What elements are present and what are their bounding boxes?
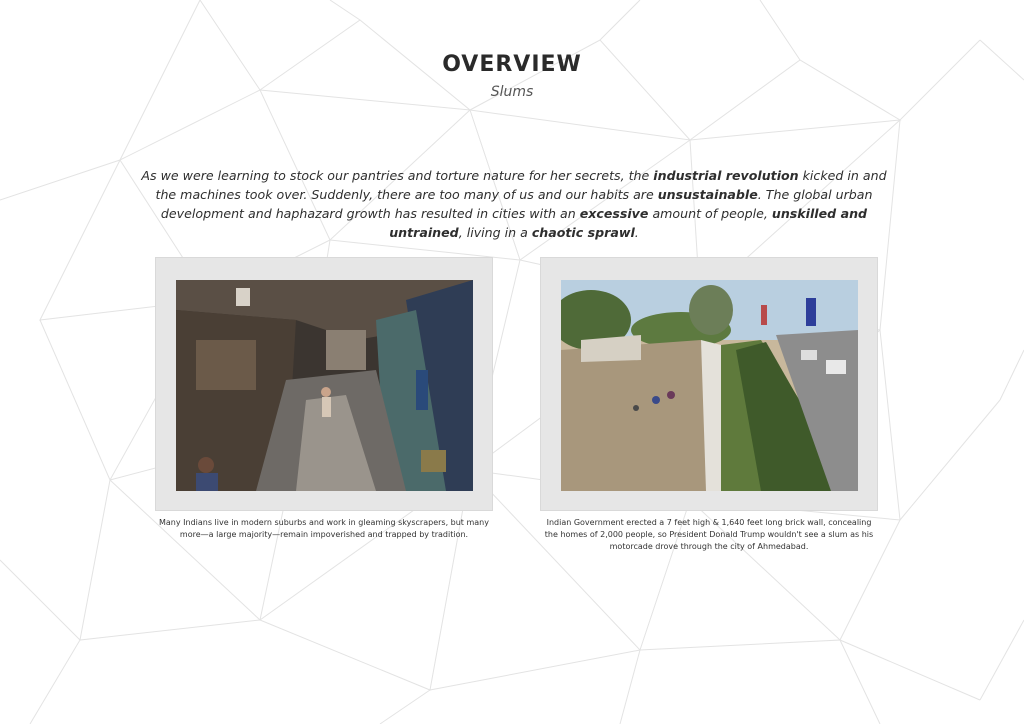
figure-slum-alley <box>155 257 493 541</box>
intro-emphasis: unskilled and untrained <box>389 206 868 240</box>
figure-caption: Indian Government erected a 7 feet high & 1,640 feet long brick wall, concealing the homes of 2,000 people, so President Donald Trump wouldn't see a slum as his motorcade drove through the city of Ahmedabad. <box>544 518 874 551</box>
intro-text: kicked in and the machines took over. Suddenly, there are too many of us and our habits are <box>155 168 887 202</box>
intro-text: As we were learning to stock our pantries and torture nature for her secrets, the <box>141 168 654 183</box>
intro-text: . <box>634 225 639 240</box>
intro-emphasis: excessive <box>579 206 649 221</box>
page-title: OVERVIEW <box>442 52 582 77</box>
slum-alley-photo <box>176 280 473 491</box>
intro-text: , living in a <box>458 225 532 240</box>
intro-paragraph <box>132 166 896 242</box>
intro-emphasis: industrial revolution <box>653 168 799 183</box>
page-subtitle: Slums <box>490 84 534 100</box>
intro-emphasis: chaotic sprawl <box>531 225 635 240</box>
figure-wall-ahmedabad <box>540 257 878 553</box>
intro-emphasis: unsustainable <box>657 187 758 202</box>
wall-ahmedabad-photo <box>561 280 858 491</box>
photo-frame <box>155 257 493 511</box>
photo-frame <box>540 257 878 511</box>
figure-caption: Many Indians live in modern suburbs and work in gleaming skyscrapers, but many more—a large majority—remain impoverished and trapped by tradition. <box>158 518 489 539</box>
intro-text: . The global urban development and haphazard growth has resulted in cities with an <box>160 187 873 221</box>
intro-text: amount of people, <box>648 206 772 221</box>
